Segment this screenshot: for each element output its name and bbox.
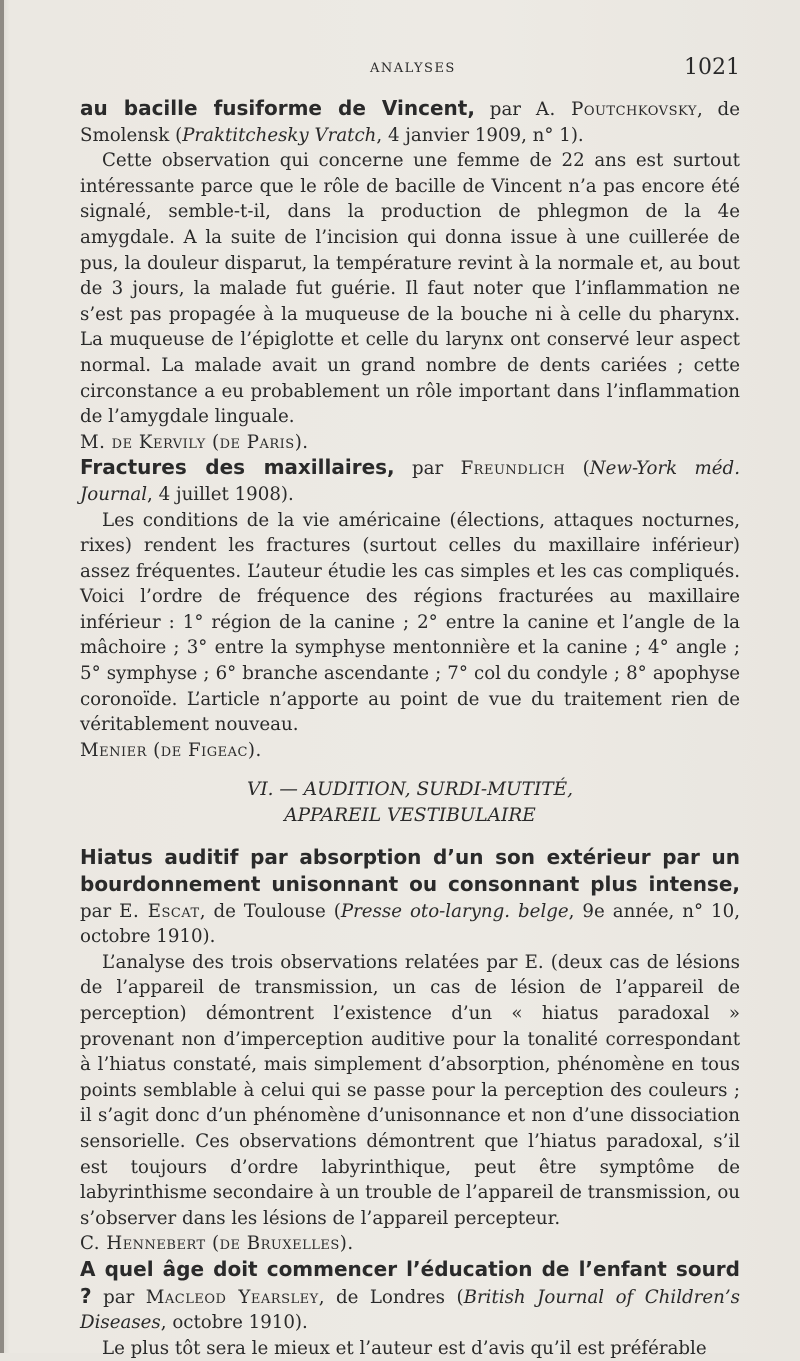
article-author: A. Poutchkovsky bbox=[535, 99, 697, 120]
article-1-heading: au bacille fusiforme de Vincent, par A. Poutchkovsky, de Smolensk (Praktitchesky Vratch, 4 janvier 1909, n° 1). bbox=[80, 96, 740, 146]
article-title: Fractures des maxillaires, bbox=[80, 455, 395, 480]
article-3-signature: C. Hennebert (de Bruxelles). bbox=[80, 1233, 354, 1255]
text-column bbox=[80, 96, 740, 1361]
journal-name: British Journal of Children’s Diseases bbox=[80, 1286, 740, 1334]
journal-name: New-York méd. Journal bbox=[80, 458, 740, 505]
section-heading bbox=[80, 777, 740, 829]
article-2-heading: Fractures des maxillaires, par Freundlich (New-York méd. Journal, 4 juillet 1908). bbox=[80, 455, 740, 505]
article-author: E. Escat bbox=[119, 900, 200, 922]
article-title: A quel âge doit commencer l’éducation de l’enfant sourd ? bbox=[80, 1256, 740, 1308]
article-2-body: Les conditions de la vie américaine (élections, attaques nocturnes, rixes) rendent les fractures (surtout celles du maxillaire inférieur) assez fréquentes. L’auteur étudie les cas simples et les cas compliqués. Voici l’ordre de fréquence des régions fracturées au maxillaire inférieur : 1° région de la canine ; 2° entre la canine et l’angle de la mâchoire ; 3° entre la symphyse mentonnière et la canine ; 4° angle ; 5° symphyse ; 6° branche ascendante ; 7° col du condyle ; 8° apophyse coronoïde. L’article n’apporte au point de vue du traitement rien de véritablement nouveau. bbox=[80, 509, 740, 736]
article-4-body: Le plus tôt sera le mieux et l’auteur est d’avis qu’il est préférable bbox=[102, 1337, 707, 1359]
journal-name: Presse oto-laryng. belge bbox=[340, 900, 569, 922]
page-spine-edge bbox=[0, 0, 4, 1353]
article-title: Hiatus auditif par absorption d’un son extérieur par un bourdonnement unisonnant ou consonnant plus intense, bbox=[80, 845, 740, 897]
section-heading-line-2: APPAREIL VESTIBULAIRE bbox=[284, 805, 536, 827]
page-number: 1021 bbox=[684, 55, 740, 80]
article-4-heading: A quel âge doit commencer l’éducation de l’enfant sourd ? par Macleod Yearsley, de Londres (British Journal of Children’s Diseases, octobre 1910). bbox=[80, 1256, 740, 1334]
article-author: Freundlich bbox=[460, 458, 566, 480]
article-1-signature: M. de Kervily (de Paris). bbox=[80, 431, 309, 453]
article-3-heading: Hiatus auditif par absorption d’un son extérieur par un bourdonnement unisonnant ou consonnant plus intense, par E. Escat, de Toulouse (Presse oto-laryng. belge, 9e année, n° 10, octobre 1910). bbox=[80, 845, 740, 948]
article-2-signature: Menier (de Figeac). bbox=[80, 739, 262, 761]
article-title: au bacille fusiforme de Vincent, bbox=[80, 96, 475, 120]
section-heading-line-1: VI. — AUDITION, SURDI-MUTITÉ, bbox=[247, 779, 573, 801]
article-author: Macleod Yearsley bbox=[145, 1286, 319, 1308]
article-1-body: Cette observation qui concerne une femme de 22 ans est surtout intéressante parce que le rôle de bacille de Vincent n’a pas encore été signalé, semble-t-il, dans la production de phlegmon de la 4e amygdale. A la suite de l’incision qui donna issue à une cuillerée de pus, la douleur disparut, la température revint à la normale et, au bout de 3 jours, la malade fut guérie. Il faut noter que l’inflammation ne s’est pas propagée à la muqueuse de la bouche ni à celle du pharynx. La muqueuse de l’épiglotte et celle du larynx ont conservé leur aspect normal. La malade avait un grand nombre de dents cariées ; cette circonstance a eu probablement un rôle important dans l’inflammation de l’amygdale linguale. bbox=[80, 150, 740, 428]
article-3-body: L’analyse des trois observations relatées par E. (deux cas de lésions de l’appareil de transmission, un cas de lésion de l’appareil de perception) démontrent l’existence d’un « hiatus paradoxal » provenant non d’imperception auditive pour la tonalité correspondant à l’hiatus constaté, mais simplement d’absorption, phénomène en tous points semblable à celui qui se passe pour la perception des couleurs ; il s’agit donc d’un phénomène d’unisonnance et non d’une dissociation sensorielle. Ces observations démontrent que l’hiatus paradoxal, s’il est toujours d’ordre labyrinthique, peut être symptôme de labyrinthisme secondaire à un trouble de l’appareil de transmission, ou s’observer dans les lésions de l’appareil percepteur. bbox=[80, 951, 740, 1229]
journal-name: Praktitchesky Vratch bbox=[182, 124, 377, 146]
running-title: ANALYSES bbox=[370, 61, 456, 76]
page-header bbox=[80, 55, 740, 95]
